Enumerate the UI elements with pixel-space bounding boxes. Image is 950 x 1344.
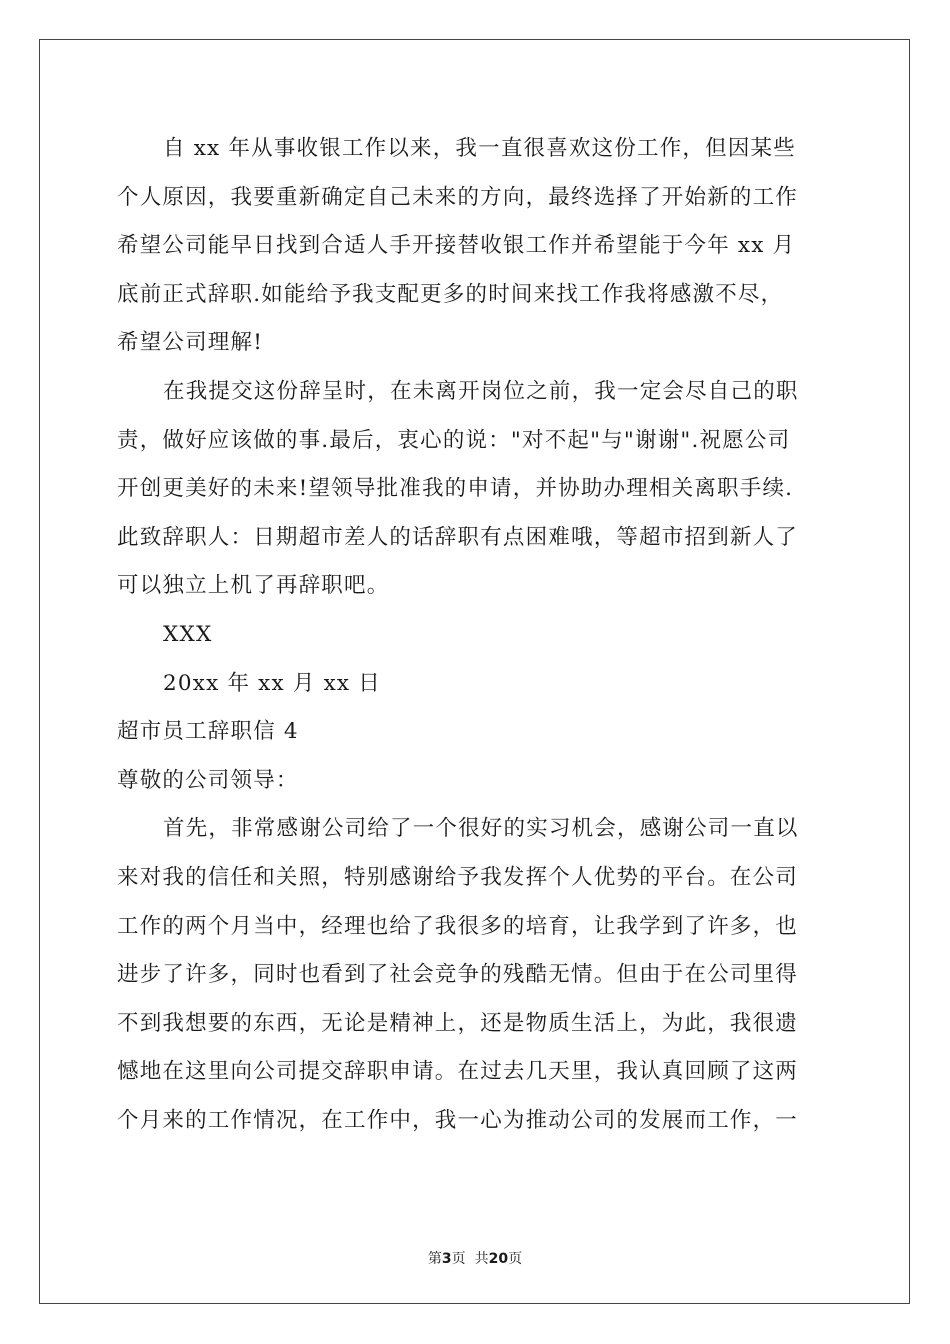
page-footer	[0, 1248, 950, 1268]
text-line: 底前正式辞职.如能给予我支配更多的时间来找工作我将感激不尽，	[117, 281, 784, 307]
text-line: 此致辞职人：日期超市差人的话辞职有点困难哦，等超市招到新人了	[117, 524, 799, 550]
text-line: 个人原因，我要重新确定自己未来的方向，最终选择了开始新的工作	[117, 184, 799, 210]
text-line: 希望公司理解!	[117, 330, 264, 356]
text-line: 在我提交这份辞呈时，在未离开岗位之前，我一定会尽自己的职	[163, 378, 799, 404]
text-line: 希望公司能早日找到合适人手开接替收银工作并希望能于今年 xx 月	[117, 233, 796, 259]
text-line: 不到我想要的东西，无论是精神上，还是物质生活上，为此，我很遗	[117, 1010, 799, 1036]
text-line: 可以独立上机了再辞职吧。	[117, 573, 390, 599]
text-line: 20xx 年 xx 月 xx 日	[163, 670, 381, 696]
text-line: 首先，非常感谢公司给了一个很好的实习机会，感谢公司一直以	[163, 816, 799, 842]
footer-mid: 页 共	[451, 1251, 489, 1267]
text-line: 进步了许多，同时也看到了社会竞争的残酷无情。但由于在公司里得	[117, 962, 799, 988]
text-line: 憾地在这里向公司提交辞职申请。在过去几天里，我认真回顾了这两	[117, 1059, 799, 1085]
current-page-number: 3	[441, 1251, 452, 1267]
text-line: 工作的两个月当中，经理也给了我很多的培育，让我学到了许多，也	[117, 913, 799, 939]
text-line: 尊敬的公司领导：	[117, 767, 299, 793]
text-line: 自 xx 年从事收银工作以来，我一直很喜欢这份工作，但因某些	[163, 136, 796, 161]
text-line: 超市员工辞职信 4	[117, 719, 299, 745]
text-line: 个月来的工作情况，在工作中，我一心为推动公司的发展而工作，一	[117, 1107, 799, 1133]
text-line: 来对我的信任和关照，特别感谢给予我发挥个人优势的平台。在公司	[117, 864, 799, 890]
document-body	[117, 125, 833, 1145]
total-pages-number: 20	[488, 1251, 509, 1267]
footer-suffix: 页	[508, 1251, 523, 1267]
text-line: 开创更美好的未来!望领导批准我的申请，并协助办理相关离职手续.	[117, 476, 794, 502]
footer-prefix: 第	[427, 1251, 442, 1267]
text-line: 责，做好应该做的事.最后，衷心的说："对不起"与"谢谢".祝愿公司	[117, 427, 791, 453]
text-line: XXX	[163, 621, 213, 647]
